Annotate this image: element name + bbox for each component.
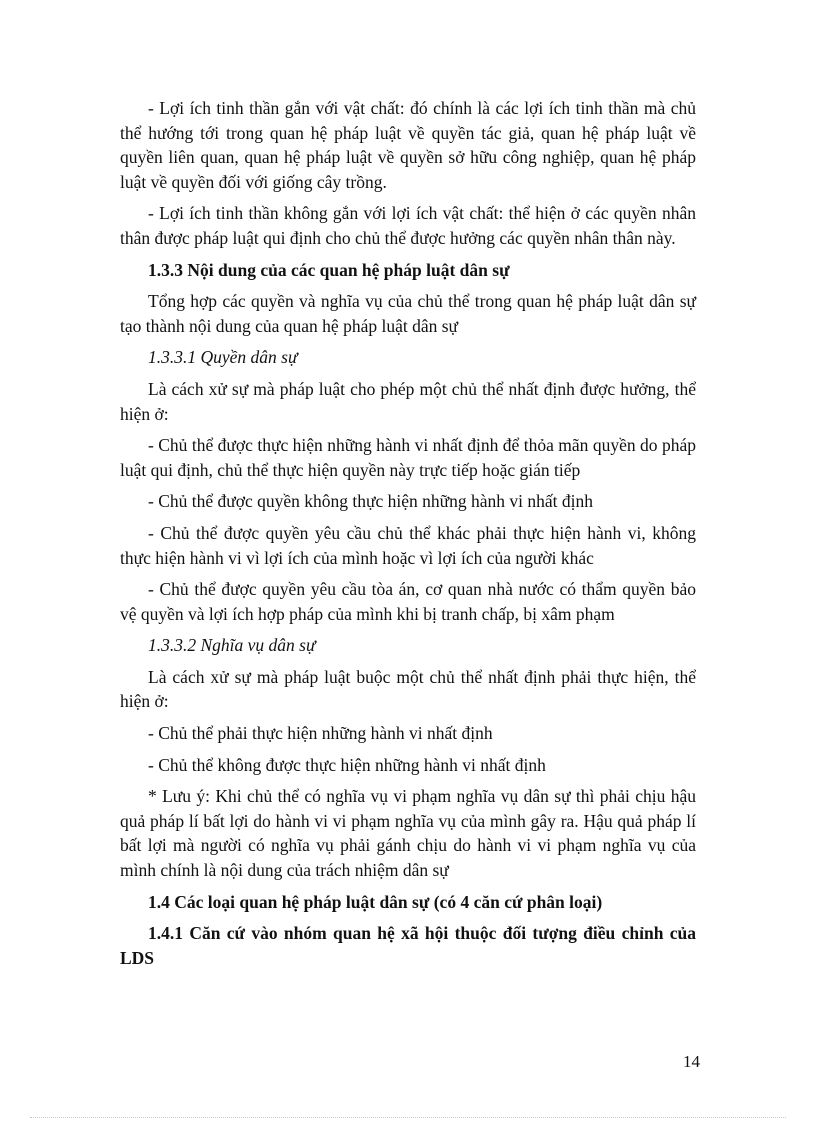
list-item-right-not-perform: - Chủ thể được quyền không thực hiện những hành vi nhất định — [148, 491, 594, 512]
note-paragraph-liability: * Lưu ý: Khi chủ thể có nghĩa vụ vi phạm nghĩa vụ dân sự thì phải chịu hậu quả pháp lí bất lợi do hành vi vi phạm nghĩa vụ của mình gây ra. Hậu quả pháp lí bất lợi mà người có nghĩa vụ phải gánh chịu do hành vi vi phạm nghĩa vụ của mình chính là nội dung của trách nhiệm dân sự — [120, 786, 696, 881]
section-heading-1-4-1: 1.4.1 Căn cứ vào nhóm quan hệ xã hội thuộc đối tượng điều chỉnh của LDS — [120, 923, 696, 968]
subsection-heading-civil-rights: 1.3.3.1 Quyền dân sự — [148, 347, 298, 368]
section-heading-1-3-3: 1.3.3 Nội dung của các quan hệ pháp luật dân sự — [148, 259, 510, 280]
list-item-obligation-not-perform: - Chủ thể không được thực hiện những hành vi nhất định — [148, 754, 546, 775]
section-heading-1-4: 1.4 Các loại quan hệ pháp luật dân sự (có 4 căn cứ phân loại) — [148, 891, 603, 912]
page-body — [120, 96, 696, 977]
page-number: 14 — [683, 1052, 700, 1071]
list-item-right-perform-acts: - Chủ thể được thực hiện những hành vi nhất định để thỏa mãn quyền do pháp luật qui định, chủ thể thực hiện quyền này trực tiếp hoặc gián tiếp — [120, 435, 696, 480]
paragraph-civil-obligations-definition: Là cách xử sự mà pháp luật buộc một chủ thể nhất định phải thực hiện, thể hiện ở: — [120, 666, 696, 712]
footer-divider — [30, 1117, 786, 1118]
paragraph-content-summary: Tổng hợp các quyền và nghĩa vụ của chủ thể trong quan hệ pháp luật dân sự tạo thành nội dung của quan hệ pháp luật dân sự — [120, 291, 696, 336]
list-item-right-demand-others: - Chủ thể được quyền yêu cầu chủ thể khác phải thực hiện hành vi, không thực hiện hành vi vì lợi ích của mình hoặc vì lợi ích của người khác — [120, 522, 696, 568]
list-item-right-request-court: - Chủ thể được quyền yêu cầu tòa án, cơ quan nhà nước có thẩm quyền bảo vệ quyền và lợi ích hợp pháp của mình khi bị tranh chấp, bị xâm phạm — [120, 579, 696, 624]
paragraph-spiritual-benefit-non-material: - Lợi ích tinh thần không gắn với lợi ích vật chất: thể hiện ở các quyền nhân thân được pháp luật qui định cho chủ thể được hưởng các quyền nhân thân này. — [120, 203, 696, 248]
subsection-heading-civil-obligations: 1.3.3.2 Nghĩa vụ dân sự — [148, 635, 316, 656]
list-item-obligation-perform: - Chủ thể phải thực hiện những hành vi nhất định — [148, 723, 493, 744]
paragraph-civil-rights-definition: Là cách xử sự mà pháp luật cho phép một chủ thể nhất định được hưởng, thể hiện ở: — [120, 378, 696, 424]
paragraph-spiritual-benefit-material: - Lợi ích tinh thần gắn với vật chất: đó chính là các lợi ích tinh thần mà chủ thể hướng tới trong quan hệ pháp luật về quyền tác giả, quan hệ pháp luật về quyền liên quan, quan hệ pháp luật về quyền sở hữu công nghiệp, quan hệ pháp luật về quyền đối với giống cây trồng. — [120, 98, 696, 192]
